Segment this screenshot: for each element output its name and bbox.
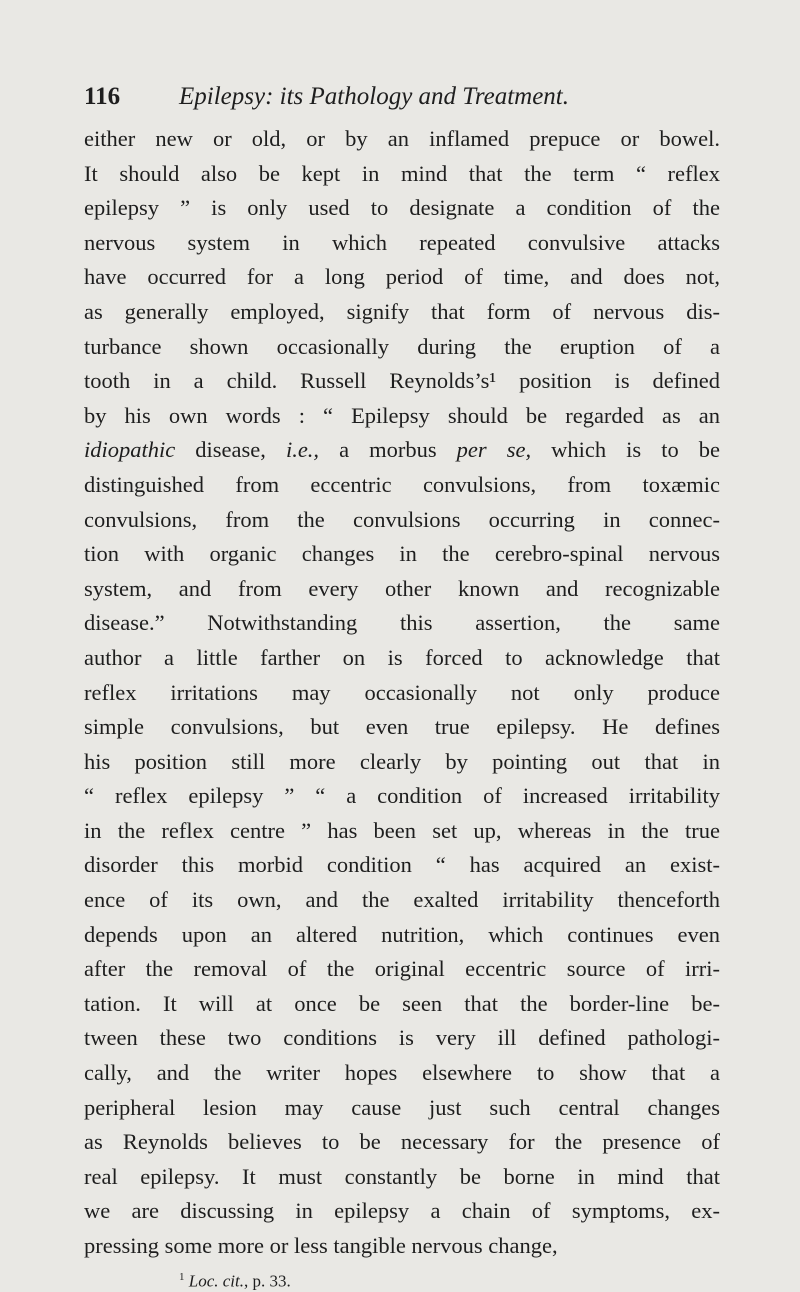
text-line: idiopathic disease, i.e., a morbus per se, which is to be [84, 437, 720, 463]
running-title: Epilepsy: its Pathology and Treatment. [179, 83, 570, 110]
text-line: after the removal of the original eccentric source of irri- [84, 956, 720, 982]
text-line: system, and from every other known and recognizable [84, 575, 720, 601]
text-line: “ reflex epilepsy ” “ a condition of increased irritability [84, 783, 720, 809]
text-line: ence of its own, and the exalted irritability thenceforth [84, 887, 720, 913]
text-line: real epilepsy. It must constantly be borne in mind that [84, 1163, 720, 1189]
text-line: either new or old, or by an inflamed prepuce or bowel. [84, 126, 720, 151]
text-line: depends upon an altered nutrition, which continues even [84, 921, 720, 947]
footnote-text: Loc. cit., p. 33. [188, 1271, 291, 1291]
text-line: in the reflex centre ” has been set up, whereas in the true [84, 817, 720, 843]
footnote-marker: 1 [179, 1270, 185, 1283]
text-line: we are discussing in epilepsy a chain of symptoms, ex- [84, 1198, 720, 1224]
book-page [84, 80, 720, 1292]
text-line: his position still more clearly by pointing out that in [84, 748, 720, 774]
footnote [84, 1266, 720, 1292]
text-line: simple convulsions, but even true epilepsy. He defines [84, 714, 720, 740]
text-line: peripheral lesion may cause just such central changes [84, 1094, 720, 1120]
text-line: tween these two conditions is very ill defined pathologi- [84, 1025, 720, 1051]
text-line: epilepsy ” is only used to designate a condition of the [84, 195, 720, 221]
text-line: reflex irritations may occasionally not only produce [84, 679, 720, 705]
text-line: distinguished from eccentric convulsions, from toxæmic [84, 471, 720, 497]
text-line: by his own words : “ Epilepsy should be regarded as an [84, 402, 720, 428]
text-line: disease.” Notwithstanding this assertion, the same [84, 610, 720, 636]
text-line: tooth in a child. Russell Reynolds’s¹ position is defined [84, 368, 720, 394]
text-line: disorder this morbid condition “ has acquired an exist- [84, 852, 720, 878]
page-number: 116 [84, 83, 121, 110]
text-line: cally, and the writer hopes elsewhere to show that a [84, 1060, 720, 1086]
text-line: It should also be kept in mind that the term “ reflex [84, 160, 720, 186]
text-line: as Reynolds believes to be necessary for the presence of [84, 1129, 720, 1155]
text-line: author a little farther on is forced to acknowledge that [84, 644, 720, 670]
text-line: as generally employed, signify that form of nervous dis- [84, 298, 720, 324]
text-line: tion with organic changes in the cerebro-spinal nervous [84, 541, 720, 567]
body-text [84, 122, 720, 1264]
text-line: tation. It will at once be seen that the border-line be- [84, 990, 720, 1016]
text-line: pressing some more or less tangible nervous change, [84, 1233, 558, 1258]
text-line: have occurred for a long period of time, and does not, [84, 264, 720, 290]
text-line: turbance shown occasionally during the eruption of a [84, 333, 720, 359]
running-head [84, 80, 720, 114]
text-line: nervous system in which repeated convulsive attacks [84, 229, 720, 255]
text-line: convulsions, from the convulsions occurring in connec- [84, 506, 720, 532]
